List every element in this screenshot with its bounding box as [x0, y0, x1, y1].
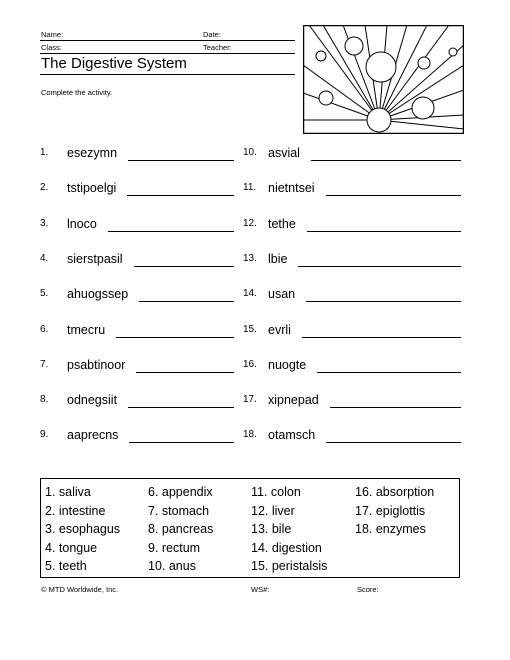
date-label: Date: [203, 30, 221, 39]
word-bank-item: 5. teeth [45, 559, 87, 574]
answer-blank[interactable] [116, 337, 234, 338]
question-number: 1. [40, 147, 49, 158]
question-number: 4. [40, 252, 49, 264]
answer-blank[interactable] [298, 266, 461, 267]
question-item [243, 427, 461, 443]
answer-blank[interactable] [330, 407, 461, 408]
question-number: 16. [243, 358, 257, 370]
word-bank-item: 11. colon [251, 485, 301, 499]
word-bank-column-1 [45, 483, 120, 576]
copyright-text: © MTD Worldwide, Inc. [41, 585, 119, 594]
page-title: The Digestive System [41, 55, 187, 72]
teacher-label: Teacher: [203, 43, 232, 52]
question-item [243, 286, 461, 302]
question-number: 17. [243, 394, 257, 406]
question-number: 8. [40, 394, 49, 406]
question-number: 10. [243, 147, 257, 158]
scrambled-word: tethe [268, 216, 296, 231]
question-number: 7. [40, 358, 49, 370]
question-number: 14. [243, 288, 257, 300]
word-bank-item: 6. appendix [148, 485, 213, 499]
question-item [243, 357, 461, 373]
scrambled-word: nuogte [268, 357, 307, 372]
question-number: 6. [40, 323, 49, 335]
answer-blank[interactable] [317, 372, 461, 373]
scrambled-word: asvial [268, 146, 300, 160]
answer-blank[interactable] [128, 407, 234, 408]
answer-blank[interactable] [127, 195, 234, 196]
answer-blank[interactable] [108, 231, 234, 232]
name-label: Name: [41, 30, 64, 39]
scrambled-word: nietntsei [268, 181, 315, 196]
word-bank-item: 1. saliva [45, 485, 91, 499]
scrambled-word: sierstpasil [67, 251, 123, 266]
word-bank-item: 14. digestion [251, 540, 322, 555]
word-bank-item: 10. anus [148, 559, 196, 574]
word-bank [40, 478, 460, 578]
scrambled-word: evrli [268, 322, 291, 337]
word-bank-item: 9. rectum [148, 540, 201, 555]
question-item [243, 392, 461, 408]
class-line [40, 53, 295, 54]
word-bank-item: 4. tongue [45, 540, 98, 555]
question-item [40, 357, 234, 373]
answer-blank[interactable] [128, 160, 234, 161]
sunburst-art [303, 25, 464, 134]
answer-blank[interactable] [307, 231, 461, 232]
scrambled-word: ahuogssep [67, 287, 129, 302]
question-number: 12. [243, 217, 257, 229]
question-number: 2. [40, 182, 49, 194]
word-bank-item: 18. enzymes [355, 522, 426, 537]
answer-blank[interactable] [302, 337, 461, 338]
scrambled-word: esezymn [67, 146, 118, 160]
scrambled-word: aaprecns [67, 428, 119, 443]
answer-blank[interactable] [306, 301, 461, 302]
question-number: 15. [243, 323, 257, 335]
scrambled-word: odnegsiit [67, 393, 118, 408]
question-number: 13. [243, 252, 257, 264]
answer-blank[interactable] [311, 160, 461, 161]
word-bank-item: 3. esophagus [45, 522, 121, 537]
instructions: Complete the activity. [41, 88, 113, 97]
question-number: 5. [40, 288, 49, 300]
question-item [243, 145, 461, 161]
scrambled-word: tmecru [67, 322, 106, 337]
question-item [40, 322, 234, 338]
word-bank-item: 17. epiglottis [355, 503, 426, 518]
scrambled-word: psabtinoor [67, 357, 126, 372]
scrambled-word: xipnepad [268, 393, 319, 408]
answer-blank[interactable] [326, 442, 461, 443]
question-number: 18. [243, 429, 257, 441]
answer-blank[interactable] [326, 195, 461, 196]
title-line [40, 74, 295, 75]
ws-label: WS#: [251, 585, 270, 594]
answer-blank[interactable] [134, 266, 234, 267]
word-bank-item: 16. absorption [355, 485, 435, 499]
word-bank-item: 12. liver [251, 503, 295, 518]
score-label: Score: [357, 585, 379, 594]
scrambled-word: usan [268, 287, 296, 302]
question-item [243, 216, 461, 232]
question-item [40, 392, 234, 408]
scrambled-word: otamsch [268, 428, 316, 443]
word-bank-item: 8. pancreas [148, 522, 214, 537]
scrambled-word: lnoco [67, 216, 97, 231]
word-bank-column-4 [355, 483, 434, 539]
question-number: 9. [40, 429, 49, 441]
word-bank-item: 15. peristalsis [251, 559, 328, 574]
answer-blank[interactable] [136, 372, 234, 373]
word-bank-item: 2. intestine [45, 503, 106, 518]
question-item [40, 251, 234, 267]
question-number: 3. [40, 217, 49, 229]
question-number: 11. [243, 182, 257, 194]
question-item [40, 286, 234, 302]
name-row [40, 27, 295, 40]
question-item [40, 216, 234, 232]
word-bank-item: 7. stomach [148, 503, 210, 518]
word-bank-column-3 [251, 483, 327, 576]
answer-blank[interactable] [139, 301, 234, 302]
question-item [40, 427, 234, 443]
class-label: Class: [41, 43, 62, 52]
question-item [243, 322, 461, 338]
word-bank-column-2 [148, 483, 213, 576]
question-item [40, 180, 234, 196]
question-item [40, 145, 234, 161]
answer-blank[interactable] [129, 442, 234, 443]
scrambled-word: lbie [268, 251, 288, 266]
class-row [40, 40, 295, 53]
question-item [243, 180, 461, 196]
word-bank-item: 13. bile [251, 522, 292, 537]
scrambled-word: tstipoelgi [67, 181, 117, 196]
question-item [243, 251, 461, 267]
